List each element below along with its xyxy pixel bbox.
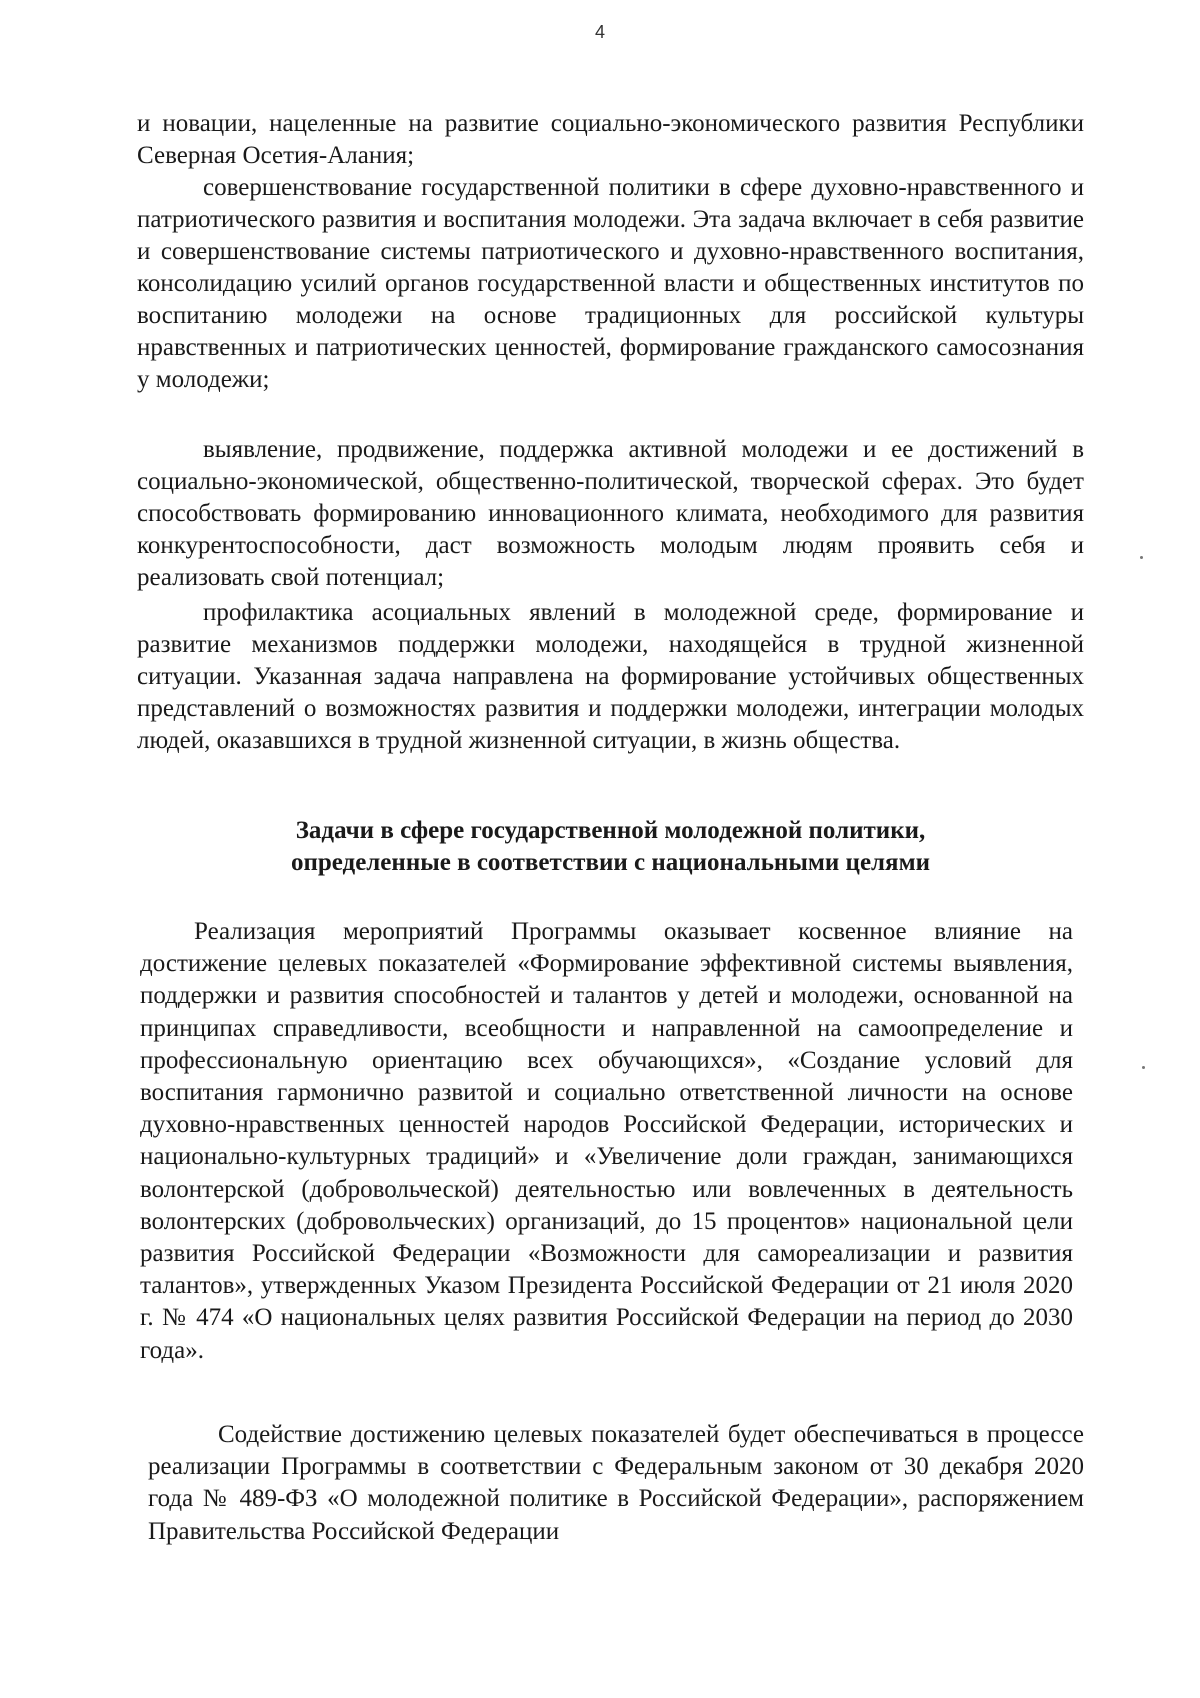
paragraph-innovations: и новации, нацеленные на развитие социально-экономического развития Республики Северная Осетия-Алания;	[137, 110, 1084, 169]
paragraph-asocial-prevention: профилактика асоциальных явлений в молодежной среде, формирование и развитие механизмов поддержки молодежи, находящейся в трудной жизненной ситуации. Указанная задача направлена на формирование устойчивых общественных представлений о возможностях развития и поддержки молодежи, интеграции молодых людей, оказавшихся в трудной жизненной ситуации, в жизнь общества.	[137, 599, 1084, 754]
paragraph-target-indicators: Содействие достижению целевых показателей будет обеспечиваться в процессе реализации Программы в соответствии с Федеральным законом от 30 декабря 2020 года № 489-ФЗ «О молодежной политике в Российской Федерации», распоряжением Правительства Российской Федерации	[148, 1421, 1084, 1545]
section-heading-line-2: определенные в соответствии с национальными целями	[290, 849, 931, 876]
scan-speck	[1142, 1066, 1145, 1069]
section-heading	[137, 815, 1084, 879]
scan-speck	[1140, 556, 1143, 559]
paragraph-spiritual-moral-policy: совершенствование государственной политики в сфере духовно-нравственного и патриотического развития и воспитания молодежи. Эта задача включает в себя развитие и совершенствование системы патриотического и духовно-нравственного воспитания, консолидацию усилий органов государственной власти и общественных институтов по воспитанию молодежи на основе традиционных для российской культуры нравственных и патриотических ценностей, формирование гражданского самосознания у молодежи;	[137, 174, 1084, 393]
section-heading-line-1: Задачи в сфере государственной молодежной политики,	[295, 817, 926, 844]
paragraph-program-implementation: Реализация мероприятий Программы оказывает косвенное влияние на достижение целевых показателей «Формирование эффективной системы выявления, поддержки и развития способностей и талантов у детей и молодежи, основанной на принципах справедливости, всеобщности и направленной на самоопределение и профессиональную ориентацию всех обучающихся», «Создание условий для воспитания гармонично развитой и социально ответственной личности на основе духовно-нравственных ценностей народов Российской Федерации, исторических и национально-культурных традиций» и «Увеличение доли граждан, занимающихся волонтерской (добровольческой) деятельностью или вовлеченных в деятельность волонтерских (добровольческих) организаций, до 15 процентов» национальной цели развития Российской Федерации «Возможности для самореализации и развития талантов», утвержденных Указом Президента Российской Федерации от 21 июля 2020 г. № 474 «О национальных целях развития Российской Федерации на период до 2030 года».	[140, 918, 1073, 1364]
paragraph-active-youth-support: выявление, продвижение, поддержка активной молодежи и ее достижений в социально-экономической, общественно-политической, творческой сферах. Это будет способствовать формированию инновационного климата, необходимого для развития конкурентоспособности, даст возможность молодым людям проявить себя и реализовать свой потенциал;	[137, 436, 1084, 591]
page-number: 4	[594, 22, 605, 42]
